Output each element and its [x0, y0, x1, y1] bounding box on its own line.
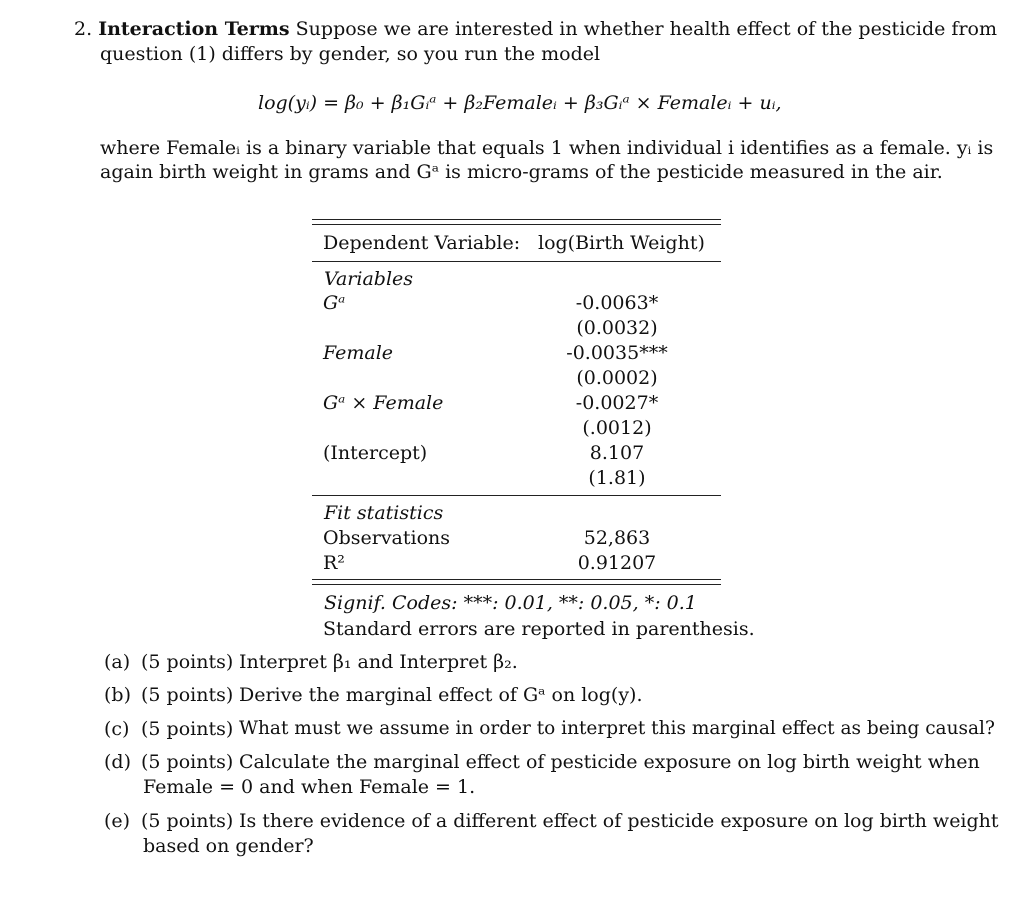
r2-label: R²: [323, 552, 345, 574]
part-label: (d): [104, 751, 131, 773]
observations-value: 52,863: [583, 527, 651, 549]
part-label: (b): [104, 684, 131, 706]
signif-codes: Signif. Codes: ***: 0.01, **: 0.05, *: 0.1: [324, 592, 697, 614]
dep-var-value: log(Birth Weight): [538, 232, 705, 254]
variables-heading: Variables: [324, 268, 414, 290]
part-points: (5 points): [141, 651, 234, 673]
part-points: (5 points): [141, 810, 234, 832]
row-coef-interaction: -0.0027*: [575, 392, 659, 414]
table-top-rule-2: [312, 224, 721, 225]
row-se-ga: (0.0032): [576, 317, 658, 339]
question-number: 2.: [74, 18, 93, 40]
part-text: Is there evidence of a different effect of pesticide exposure on log birth weight: [239, 810, 999, 832]
part-label: (a): [104, 651, 131, 673]
row-name-intercept: (Intercept): [323, 442, 428, 464]
table-top-rule: [312, 219, 721, 220]
question-intro-line2: question (1) differs by gender, so you run the model: [100, 43, 601, 65]
part-text-continued: Female = 0 and when Female = 1.: [143, 776, 476, 798]
model-equation: log(yᵢ) = β₀ + β₁Gᵢᵃ + β₂Femaleᵢ + β₃Gᵢᵃ × Femaleᵢ + uᵢ,: [258, 92, 782, 114]
part-points: (5 points): [141, 751, 234, 773]
part-label: (e): [104, 810, 131, 832]
table-bottom-rule: [312, 579, 721, 580]
row-se-interaction: (.0012): [582, 417, 652, 439]
observations-label: Observations: [323, 527, 451, 549]
part-points: (5 points): [141, 684, 234, 706]
row-coef-female: -0.0035***: [566, 342, 668, 364]
row-name-ga: Gᵃ: [323, 292, 346, 314]
part-text: What must we assume in order to interpret this marginal effect as being causal?: [239, 718, 995, 739]
part-text: Interpret β₁ and Interpret β₂.: [239, 651, 518, 673]
r2-value: 0.91207: [577, 552, 657, 574]
part-text-continued: based on gender?: [143, 835, 314, 857]
row-coef-intercept: 8.107: [589, 442, 645, 464]
fit-rule: [312, 495, 721, 496]
where-line2: again birth weight in grams and Gᵃ is micro-grams of the pesticide measured in the air.: [100, 161, 943, 183]
question-intro-line1: Suppose we are interested in whether health effect of the pesticide from: [295, 18, 998, 40]
row-coef-ga: -0.0063*: [575, 292, 659, 314]
part-text: Derive the marginal effect of Gᵃ on log(y).: [239, 684, 643, 706]
se-note: Standard errors are reported in parenthesis.: [323, 618, 755, 640]
dep-var-label: Dependent Variable:: [323, 232, 521, 254]
part-points: (5 points): [141, 718, 234, 740]
header-rule: [312, 261, 721, 262]
row-se-intercept: (1.81): [588, 467, 646, 489]
row-se-female: (0.0002): [576, 367, 658, 389]
question-title: Interaction Terms: [98, 18, 290, 40]
row-name-female: Female: [323, 342, 394, 364]
part-text: Calculate the marginal effect of pesticide exposure on log birth weight when: [239, 751, 980, 773]
table-bottom-rule-2: [312, 584, 721, 585]
fit-heading: Fit statistics: [324, 502, 444, 524]
question-header: [74, 18, 997, 40]
where-line1: where Femaleᵢ is a binary variable that equals 1 when individual i identifies as a female. yᵢ is: [100, 137, 994, 159]
part-label: (c): [104, 718, 130, 740]
row-name-interaction: Gᵃ × Female: [323, 392, 444, 414]
